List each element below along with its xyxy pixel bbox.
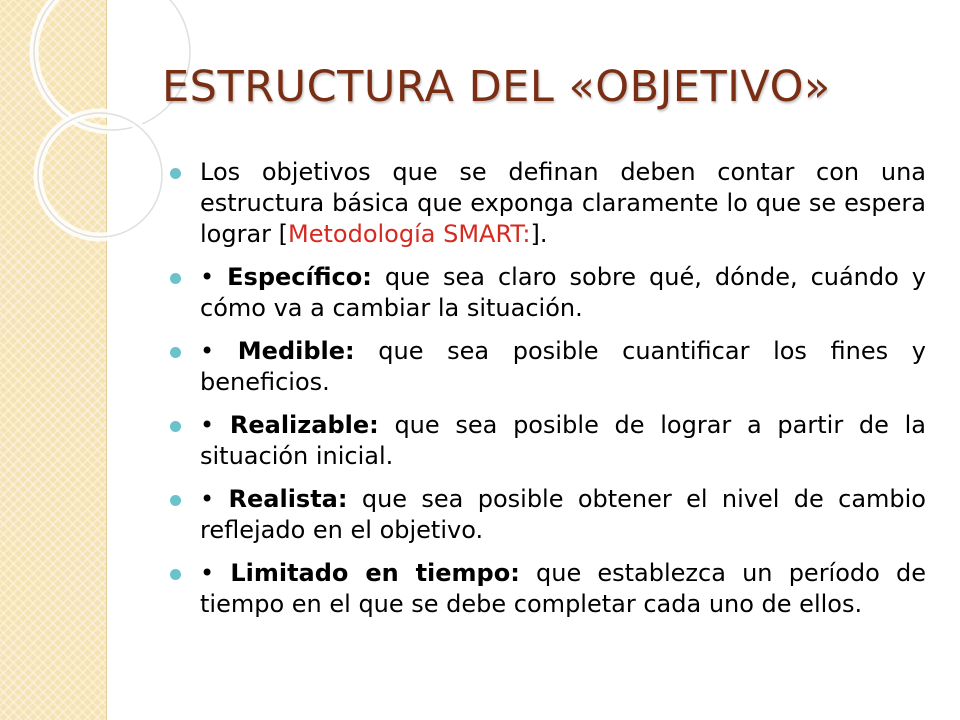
slide-title: ESTRUCTURA DEL «OBJETIVO» — [162, 62, 831, 112]
description-medible: que sea posible cuantificar los fines y beneficios. — [200, 337, 926, 396]
bullet-prefix: • — [200, 337, 238, 365]
description-realista: que sea posible obtener el nivel de cambio reflejado en el objetivo. — [200, 485, 926, 544]
bullet-prefix: • — [200, 559, 231, 587]
term-realista: Realista: — [228, 485, 348, 513]
circle-bullet-icon — [170, 347, 181, 358]
bullet-limitado-en-tiempo — [170, 558, 926, 620]
term-medible: Medible: — [237, 337, 355, 365]
bullet-especifico — [170, 262, 926, 324]
description-limitado-en-tiempo: que establezca un período de tiempo en el que se debe completar cada uno de ellos. — [200, 559, 926, 618]
circle-bullet-icon — [170, 273, 181, 284]
bullet-realista — [170, 484, 926, 546]
intro-text-after: ]. — [530, 220, 548, 248]
term-limitado-en-tiempo: Limitado en tiempo: — [230, 559, 520, 587]
circle-bullet-icon — [170, 569, 181, 580]
circle-bullet-icon — [170, 168, 181, 179]
bullet-prefix: • — [200, 411, 230, 439]
circle-bullet-icon — [170, 495, 181, 506]
bullet-prefix: • — [200, 485, 229, 513]
bullet-medible — [170, 336, 926, 398]
bullet-list — [170, 157, 926, 632]
bullet-realizable — [170, 410, 926, 472]
term-especifico: Específico: — [227, 263, 372, 291]
description-especifico: que sea claro sobre qué, dónde, cuándo y cómo va a cambiar la situación. — [200, 263, 926, 322]
intro-text-before: Los objetivos que se definan deben contar con una estructura básica que exponga claramente lo que se espera lograr [ — [200, 158, 926, 248]
description-realizable: que sea posible de lograr a partir de la situación inicial. — [200, 411, 926, 470]
bullet-prefix: • — [200, 263, 228, 291]
term-realizable: Realizable: — [229, 411, 379, 439]
circle-bullet-icon — [170, 421, 181, 432]
smart-methodology-highlight: Metodología SMART: — [288, 220, 531, 248]
bullet-intro — [170, 157, 926, 250]
